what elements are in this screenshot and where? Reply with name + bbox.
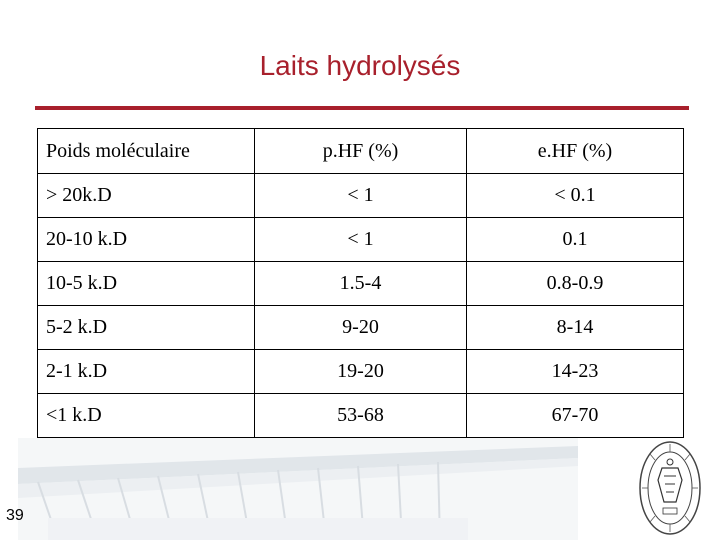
table-cell: 5-2 k.D <box>38 306 255 350</box>
table-cell: 10-5 k.D <box>38 262 255 306</box>
table-cell: <1 k.D <box>38 394 255 438</box>
background-building-image <box>18 438 578 540</box>
table-cell: 53-68 <box>255 394 467 438</box>
table-cell: < 1 <box>255 174 467 218</box>
slide-number: 39 <box>6 507 24 524</box>
header-cell: Poids moléculaire <box>38 129 255 174</box>
header-cell: p.HF (%) <box>255 129 467 174</box>
slide-title: Laits hydrolysés <box>259 50 461 81</box>
table-cell: 9-20 <box>255 306 467 350</box>
table-cell: < 1 <box>255 218 467 262</box>
header-cell: e.HF (%) <box>467 129 684 174</box>
table-cell: 2-1 k.D <box>38 350 255 394</box>
table-row <box>38 218 684 262</box>
university-seal-icon <box>638 440 702 536</box>
title-divider <box>35 106 689 110</box>
table-cell: 1.5-4 <box>255 262 467 306</box>
table-cell: 67-70 <box>467 394 684 438</box>
table-cell: 14-23 <box>467 350 684 394</box>
table-cell: 0.1 <box>467 218 684 262</box>
table-cell: 0.8-0.9 <box>467 262 684 306</box>
table-row <box>38 306 684 350</box>
data-table <box>37 128 684 438</box>
table-header-row <box>38 129 684 174</box>
table-cell: 8-14 <box>467 306 684 350</box>
table-cell: > 20k.D <box>38 174 255 218</box>
table-cell: 19-20 <box>255 350 467 394</box>
table-cell: < 0.1 <box>467 174 684 218</box>
table-row <box>38 174 684 218</box>
table-row <box>38 350 684 394</box>
table-cell: 20-10 k.D <box>38 218 255 262</box>
table-row <box>38 262 684 306</box>
table-row <box>38 394 684 438</box>
